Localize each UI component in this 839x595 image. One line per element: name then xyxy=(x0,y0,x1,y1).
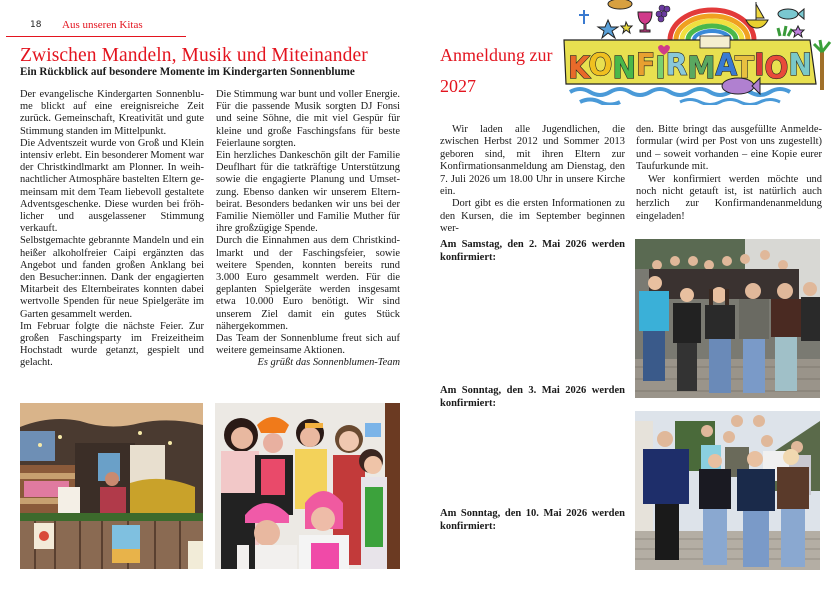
boat-icon xyxy=(746,2,768,28)
logo-letter: R xyxy=(665,48,689,83)
paragraph: Dort gibt es die ersten Informationen zu den Kursen, die im September beginnen wer- xyxy=(440,198,625,235)
logo-letter: A xyxy=(715,48,737,83)
article-subtitle: Ein Rückblick auf besondere Momente im Kindergarten Sonnenblume xyxy=(20,66,355,78)
photo-christkindlmarkt xyxy=(20,403,203,569)
page-header xyxy=(6,18,186,37)
logo-word xyxy=(568,48,812,86)
paragraph: Der evangelische Kindergarten Sonnenblume blickt auf eine ereignisreiche Zeit zurück. Gemeinschaft, Kreativität und gute Stimmung standen im Mittelpunkt. xyxy=(20,89,204,137)
rainbow-icon xyxy=(670,10,754,40)
article-column-2 xyxy=(216,89,400,370)
star-icon xyxy=(598,20,618,38)
bread-icon xyxy=(608,0,632,9)
invitation-column-2 xyxy=(636,124,822,223)
faschingsparty-image xyxy=(215,403,400,569)
logo-letter: N xyxy=(612,51,638,86)
invitation-column-1 xyxy=(440,124,625,236)
section-title: Aus unseren Kitas xyxy=(62,19,143,31)
article-title: Zwischen Mandeln, Musik und Miteinander xyxy=(20,45,368,66)
signoff: Es grüßt das Sonnenblumen-Team xyxy=(257,357,400,369)
paragraph: Wir laden alle Jugendlichen, die zwischen Herbst 2012 und Sommer 2013 geboren sind, mit ihren Eltern zur Konfirmationsanmeldung am Dienstag, den 7. Juli 2026 um 18.00 Uhr in unsere Kirche ein. xyxy=(440,124,625,198)
paragraph: Wer konfirmiert werden möchte und noch nicht getauft ist, ist natürlich auch herzlich zur Konfirmandenanmeldung eingeladen! xyxy=(636,173,822,222)
plant-icon xyxy=(778,26,792,36)
confirmation-date-1: Am Samstag, den 2. Mai 2026 werden konfirmiert: xyxy=(440,239,625,263)
paragraph: den. Bitte bringt das ausgefüllte Anmeldeformular (wird per Post von uns zugestellt) und – soweit vorhanden – eine Kopie eurer Taufurkunde mit. xyxy=(636,124,822,173)
logo-letter: O xyxy=(764,51,791,86)
chalice-icon xyxy=(638,12,652,32)
logo-letter: M xyxy=(687,51,718,86)
paragraph: Im Februar folgte die nächste Feier. Zur großen Faschingsparty im Freizeitheim Hochstadt wurde getanzt, gespielt und gelacht. xyxy=(20,320,204,369)
paragraph: Selbstgemachte gebrannte Mandeln und ein heißer alkoholfreier Caipi ergänzten das Angebot und fanden großen Anklang bei den Besucher:innen. Dank der engagierten Mitarbeit des Elternbeirates konnten dabei wertvolle Spenden für neue Spielgeräte im Garten gesammelt werden. xyxy=(20,235,204,320)
paragraph: Ein herzliches Dankeschön gilt der Familie Deuflhart für die tatkräftige Unterstützung sowie die engagierte Planung und Umsetzung. Ebenso danken wir unserem Elternbeirat. Besonders bedanken wir uns bei der Familie Niemöller und Familie Muther für ihre großzügige Spende. xyxy=(216,150,400,235)
paragraph: Die Stimmung war bunt und voller Energie. Für die passende Musik sorgten DJ Fonsi und seine Söhne, die mit viel Gespür für kleine und große Faschingsfans für beste Feierlaune sorgten. xyxy=(216,89,400,149)
paragraph: Die Adventszeit wurde von Groß und Klein intensiv erlebt. Ein besonderer Moment war der Christkindlmarkt am Plonner. In weihnachtlicher Atmosphäre bastelten Eltern gemeinsam mit dem Team liebevoll gestaltete Adventsgeschenke. Diese wurden bei fröhlicher und ausgelassener Stimmung verkauft. xyxy=(20,137,204,235)
cross-icon xyxy=(579,10,589,24)
star-icon xyxy=(792,26,804,37)
confirmation-date-2: Am Sonntag, den 3. Mai 2026 werden konfirmiert: xyxy=(440,385,625,409)
star-icon xyxy=(621,22,632,33)
christkindlmarkt-image xyxy=(20,403,203,569)
photo-konfirmanden-group-2 xyxy=(635,411,820,570)
title-line-1: Anmeldung zur xyxy=(440,45,553,65)
logo-letter: N xyxy=(788,48,814,83)
logo-letter: I xyxy=(655,51,667,86)
page-number: 18 xyxy=(30,20,42,30)
photo-konfirmanden-group-1 xyxy=(635,239,820,398)
konfirmation-title xyxy=(440,40,570,102)
article-column-1 xyxy=(20,89,204,370)
group-photo-1 xyxy=(635,239,820,398)
konfirmation-logo xyxy=(560,0,836,105)
logo-letter: T xyxy=(734,51,756,86)
photo-faschingsparty xyxy=(215,403,400,569)
logo-letter: I xyxy=(754,48,766,83)
fish-icon xyxy=(778,9,804,19)
grapes-icon xyxy=(656,5,670,22)
logo-letter: O xyxy=(588,48,615,83)
konfirmation-logo-art xyxy=(560,0,836,105)
confirmation-date-3: Am Sonntag, den 10. Mai 2026 werden konfirmiert: xyxy=(440,508,625,532)
logo-letter: K xyxy=(568,51,590,86)
logo-letter: F xyxy=(635,48,657,83)
group-photo-2 xyxy=(635,411,820,570)
paragraph: Durch die Einnahmen aus dem Christkindlmarkt und der Faschingsfeier, sowie weitere Spenden, konnten bereits rund 3.000 Euro gesammelt werden. Für die geplanten Spielgeräte werden insgesamt etwa 10.000 Euro benötigt. Wir sind unserem Ziel damit ein gutes Stück nähergekommen. xyxy=(216,235,400,332)
logo-text xyxy=(568,48,812,86)
paragraph: Das Team der Sonnenblume freut sich auf weitere gemeinsame Aktionen. xyxy=(216,333,400,357)
title-line-2: 2027 xyxy=(440,76,476,96)
